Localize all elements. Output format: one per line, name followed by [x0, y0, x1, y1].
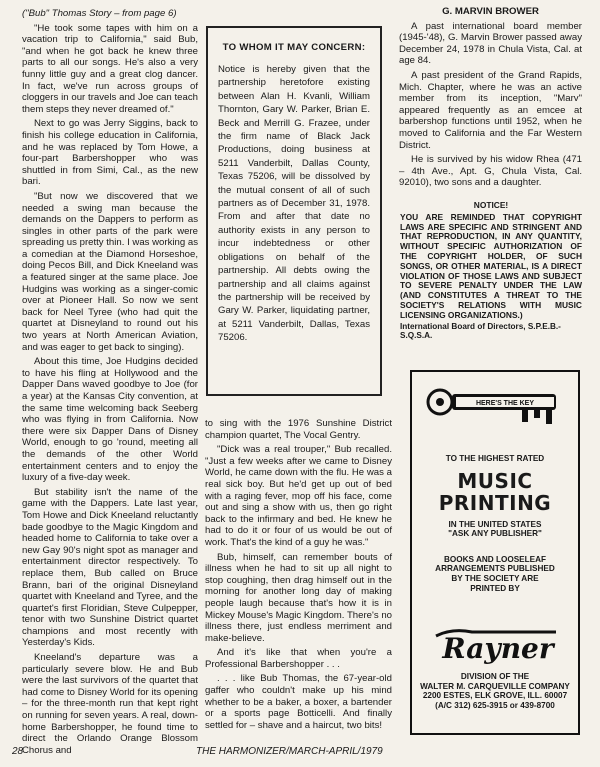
ad-headline-2: PRINTING — [438, 490, 552, 515]
key-icon — [426, 380, 566, 432]
notice-body: YOU ARE REMINDED THAT COPYRIGHT LAWS ARE SPECIFIC AND STRINGENT AND THAT REPRODUCTION, IN ANY QUANTITY, WITHOUT SPECIFIC AUTHORIZATION OF THE COPYRIGHT HOLDER, OF SUCH SONGS, OR OTHER MATERIAL, IS A DIRECT VIOLATION OF THOSE LAWS AND SUBJECT TO SEVERE PENALTY UNDER THE LAW (AND CONSTITUTES A THREAT TO THE SOCIETY'S RELATIONS WITH MUSIC LICENSING ORGANIZATIONS.) — [400, 211, 582, 320]
ad-division-4: (A/C 312) 625-3915 or 439-8700 — [435, 700, 555, 710]
paragraph: to sing with the 1976 Sunshine District champion quartet, The Vocal Gentry. — [205, 418, 392, 441]
ad-division-3: 2200 ESTES, ELK GROVE, ILL. 60007 — [422, 691, 568, 701]
ad-books-2: ARRANGEMENTS PUBLISHED — [435, 564, 555, 574]
paragraph: Bub, himself, can remember bouts of illness when he had to sit up all night to stop coughing, then drag himself out in the morning for another long day of making people laugh because that's how it is in Mickey Mouse's Magic Kingdom. There's no illness there, just endless merriment and make-believe. — [205, 551, 392, 644]
paragraph: A past president of the Grand Rapids, Mich. Chapter, where he was an active member from its inception, "Marv" appeared frequently as an emcee at barbershop functions until 1952, when he moved to California and the Far Western District. — [399, 69, 582, 151]
paragraph: "But now we discovered that we needed a swing man because the demands on the Dappers to perform as singles in other parts of the park were spreading us pretty thin. I was working as a comedian at the Diamond Horseshoe, doing Pecos Bill, and Dick Kneeland was a featured singer at the same place. Joe Hudgins was working as a singer-comic over at Pioneer Hall. So now we sent back for Neel Tyree (who had quit the quartet at Disneyland to round out his two years at North American Aviation, and was eager to get back to singing). — [22, 190, 198, 353]
paragraph: "He took some tapes with him on a vacation trip to California," said Bub, "and when he got back he knew three parts to all our songs. He's also a very funny little guy and a great clog dancer. In fact, we've run across groups of cloggers in our travels and Joe can teach them steps they never dreamed of." — [22, 22, 198, 115]
rayner-logo — [432, 626, 560, 666]
ad-division-1: DIVISION OF THE — [460, 672, 530, 681]
rayner-wordmark: Rayner — [442, 632, 554, 665]
paragraph: Kneeland's departure was a particularly severe blow. He and Bub were the last survivors of the quartet that had come to Disney World for its opening – for the three-month run that kept right on running for seven years. A real, down-home Barbershopper, he found time to direct the Orlando Orange Blossom Chorus and — [22, 652, 198, 756]
publication-footer: THE HARMONIZER/MARCH-APRIL/1979 — [196, 746, 383, 757]
paragraph: And it's like that when you're a Professional Barbershopper . . . — [205, 647, 392, 670]
continuation-line: ("Bub" Thomas Story – from page 6) — [22, 8, 177, 19]
page-number: 28 — [12, 746, 24, 757]
notice-signature: International Board of Directors, S.P.E.B.-S.Q.S.A. — [400, 321, 561, 341]
copyright-notice — [400, 201, 582, 341]
notice-heading: NOTICE! — [473, 200, 509, 210]
paragraph: Next to go was Jerry Siggins, back to finish his college education in California, and he was replaced by Tom Howe, a four-part Barbershopper who was shuttled in from Simi, Cal., as the new bari. — [22, 118, 198, 188]
ad-books-1: BOOKS AND LOOSELEAF — [443, 554, 547, 564]
ad-line-1: IN THE UNITED STATES — [448, 519, 542, 529]
music-printing-ad — [410, 370, 580, 735]
article-column-2 — [205, 418, 392, 734]
partnership-notice-box — [206, 26, 382, 396]
paragraph: He is survived by his widow Rhea (471 – 4th Ave., Apt. G, Chula Vista, Cal. 92010), two sons and a daughter. — [399, 154, 582, 189]
ad-tagline: TO THE HIGHEST RATED — [445, 454, 545, 463]
paragraph: But stability isn't the name of the game with the Dappers. Late last year, Tom Howe and Dick Kneeland reluctantly bade goodbye to the Magic Kingdom and headed home to California to take over a new Gay 90's night spot as manager and entertainment director respectively. To replace them, Bub called on Bruce Brann, bari of the original Disneyland quartet with Kneeland and Tyree, and the quartet's first Floridian, Steve Culpepper, tenor with two Sunshine District quartet champions and most recently with Yesterday's Kids. — [22, 486, 198, 649]
ad-division-2: WALTER M. CARQUEVILLE COMPANY — [420, 681, 570, 691]
ad-headline-1: MUSIC — [457, 468, 533, 493]
ad-books-3: BY THE SOCIETY ARE — [451, 573, 539, 583]
ad-books-4: PRINTED BY — [470, 583, 520, 593]
obituary-title: G. MARVIN BROWER — [442, 6, 539, 17]
key-label: HERE'S THE KEY — [475, 400, 535, 407]
notice-text: Notice is hereby given that the partnership heretofore existing between Alan H. Kvanli, William Thornton, Gary W. Parker, Brian E. Beck and Merrill G. Frazee, under the firm name of Black Jack Productions, doing business at 5211 Vanderbilt, Dallas County, Texas 75206, will be dissolved by the mutual consent of all of such partners as of December 31, 1978. From and after that date no authority exists in any person to incur indebtedness or other obligations on behalf of the partnership. All debts owing the partnership and all claims against the partnership will be received by Gary W. Parker, liquidating partner, at 5211 Vanderbilt, Dallas, Texas 75206. — [218, 64, 370, 344]
paragraph: A past international board member (1945-'48), G. Marvin Brower passed away December 24, 1978 in Chula Vista, Cal. at age 84. — [399, 20, 582, 67]
paragraph: About this time, Joe Hudgins decided to have his fling at Hollywood and the Dapper Dans waved goodbye to Joe (for a year) at the Kansas City convention, at the same time welcoming back Seeberg who was flying in from California. Now there were six Dapper Dans of Disney World, enough to go 'round, meeting all the demands of the other World entertainment centers and to enjoy the luxury of a five-day week. — [22, 356, 198, 484]
ad-line-2: "ASK ANY PUBLISHER" — [448, 529, 542, 539]
paragraph: "Dick was a real trouper," Bub recalled. "Just a few weeks after we came to Disney World, he came down with the flu. He was a real sick boy. But he'd get up out of bed with a raging fever, mop off his face, come out and sing a show with us, then go right back to the infirmary and bed. He knew he had to do it or four of us would be out of work. That's the kind of a guy he was." — [205, 444, 392, 548]
obituary-column — [399, 6, 582, 192]
paragraph: . . . like Bub Thomas, the 67-year-old gaffer who couldn't make up his mind whether to be a baker, a boxer, a bartender or a sports page Botticelli. And finally settled for – shave and a haircut, two bits! — [205, 673, 392, 731]
article-column-1 — [22, 8, 198, 759]
notice-title: TO WHOM IT MAY CONCERN: — [222, 42, 366, 53]
